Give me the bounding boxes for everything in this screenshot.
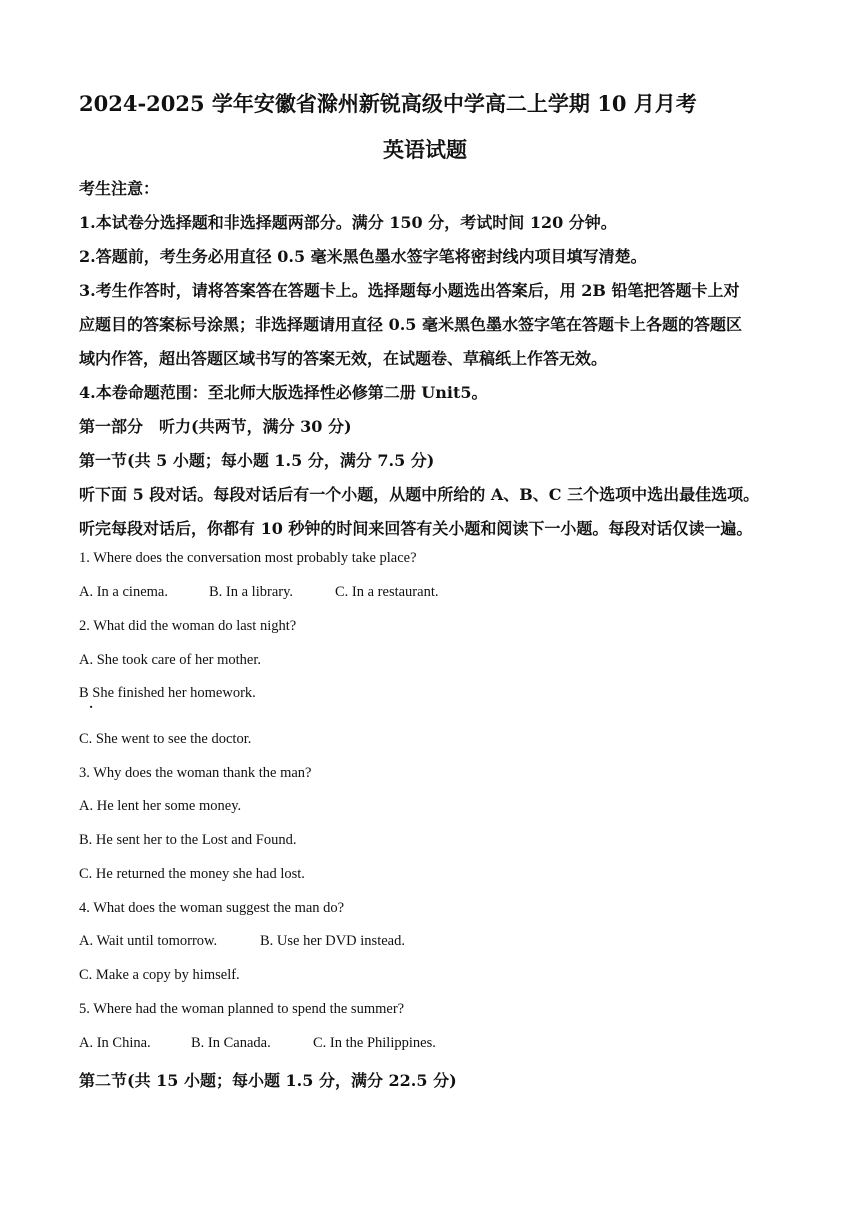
question-1-option-c: C. In a restaurant. — [335, 584, 439, 600]
question-4-options-row-1 — [79, 933, 405, 950]
question-5-options — [79, 1035, 436, 1052]
notice-item-1: 1.本试卷分选择题和非选择题两部分。满分 150 分，考试时间 120 分钟。 — [79, 213, 617, 232]
question-5-option-b: B. In Canada. — [191, 1035, 271, 1051]
notice-item-3-line-3: 域内作答，超出答题区域书写的答案无效，在试题卷、草稿纸上作答无效。 — [79, 349, 608, 368]
exam-title: 2024-2025 学年安徽省滁州新锐高级中学高二上学期 10 月月考 — [79, 91, 697, 116]
notice-heading: 考生注意： — [79, 179, 160, 198]
part1-heading: 第一部分 听力(共两节，满分 30 分) — [79, 417, 352, 436]
question-4-option-c: C. Make a copy by himself. — [79, 967, 240, 983]
question-1: 1. Where does the conversation most probably take place? — [79, 550, 417, 566]
question-1-option-a: A. In a cinema. — [79, 584, 168, 600]
notice-item-4: 4.本卷命题范围：至北师大版选择性必修第二册 Unit5。 — [79, 383, 488, 402]
question-3-option-a: A. He lent her some money. — [79, 798, 242, 814]
question-5-option-a: A. In China. — [79, 1035, 151, 1051]
question-2-option-b: B She finished her homework. — [79, 685, 256, 701]
instructions-line-2: 听完每段对话后，你都有 10 秒钟的时间来回答有关小题和阅读下一小题。每段对话仅读一遍。 — [79, 519, 753, 538]
notice-item-3-line-2: 应题目的答案标号涂黑；非选择题请用直径 0.5 毫米黑色墨水签字笔在答题卡上各题的答题区 — [79, 315, 742, 334]
question-4-option-b: B. Use her DVD instead. — [260, 933, 405, 949]
question-5-option-c: C. In the Philippines. — [313, 1035, 436, 1051]
instructions-line-1: 听下面 5 段对话。每段对话后有一个小题，从题中所给的 A、B、C 三个选项中选出最佳选项。 — [79, 485, 760, 504]
question-5: 5. Where had the woman planned to spend the summer? — [79, 1001, 405, 1017]
question-1-options — [79, 584, 438, 601]
section1-heading: 第一节(共 5 小题；每小题 1.5 分，满分 7.5 分) — [79, 451, 435, 470]
notice-item-2: 2.答题前，考生务必用直径 0.5 毫米黑色墨水签字笔将密封线内项目填写清楚。 — [79, 247, 647, 266]
question-3-option-c: C. He returned the money she had lost. — [79, 866, 305, 882]
section2-heading: 第二节(共 15 小题；每小题 1.5 分，满分 22.5 分) — [79, 1071, 457, 1090]
question-4-option-a: A. Wait until tomorrow. — [79, 933, 218, 949]
question-2-option-a: A. She took care of her mother. — [79, 652, 262, 668]
notice-item-3-line-1: 3.考生作答时，请将答案答在答题卡上。选择题每小题选出答案后，用 2B 铅笔把答题卡上对 — [79, 281, 740, 300]
question-3: 3. Why does the woman thank the man? — [79, 765, 312, 781]
stray-dot: · — [89, 700, 94, 714]
question-2-option-c: C. She went to see the doctor. — [79, 731, 252, 747]
exam-subtitle: 英语试题 — [383, 137, 467, 162]
question-1-option-b: B. In a library. — [209, 584, 294, 600]
question-3-option-b: B. He sent her to the Lost and Found. — [79, 832, 297, 848]
question-4: 4. What does the woman suggest the man do? — [79, 900, 345, 916]
question-2: 2. What did the woman do last night? — [79, 618, 297, 634]
